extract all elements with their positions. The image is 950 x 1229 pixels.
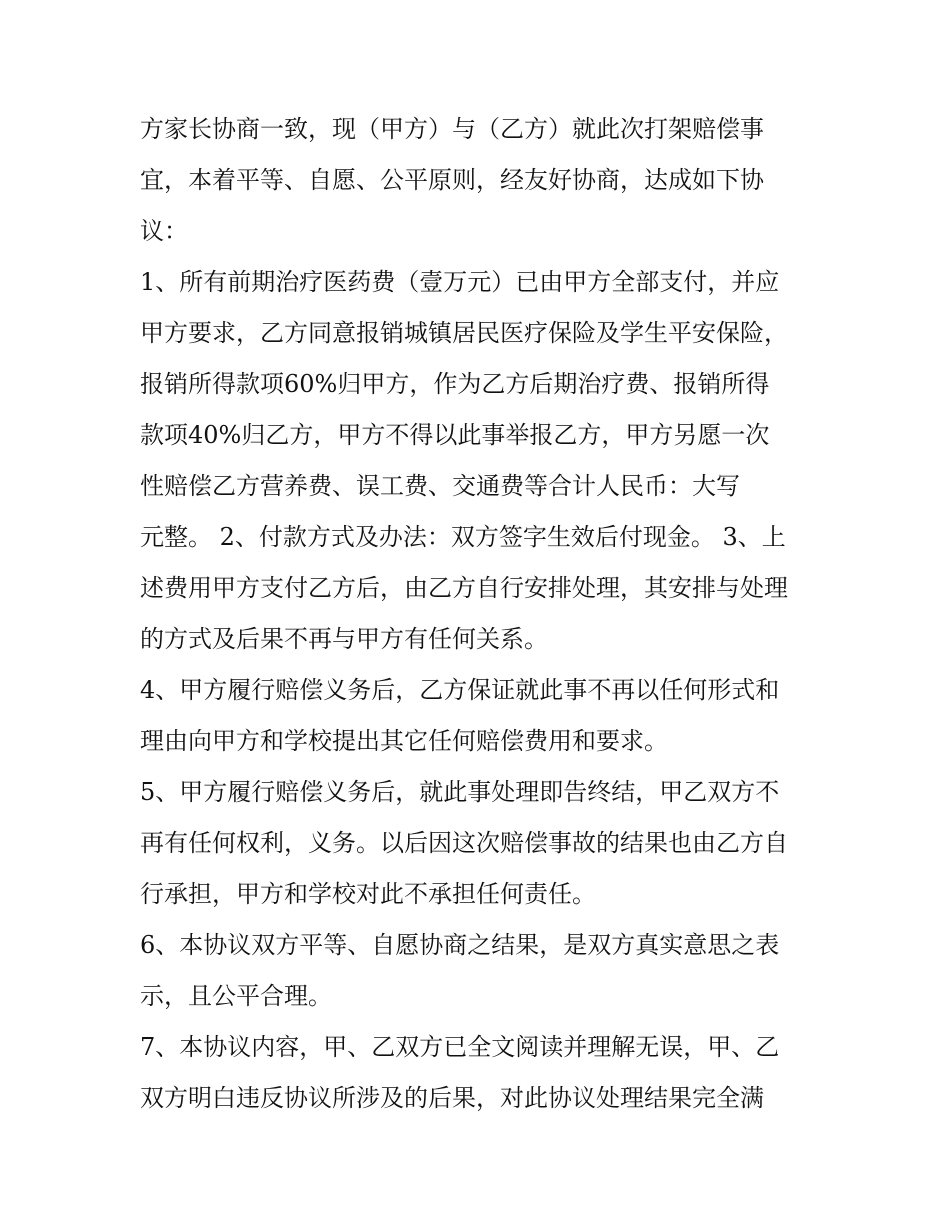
text-line: 元整。 2、付款方式及办法：双方签字生效后付现金。 3、上	[140, 523, 786, 551]
text-line: 再有任何权利，义务。以后因这次赔偿事故的结果也由乙方自	[140, 829, 788, 857]
text-line: 行承担，甲方和学校对此不承担任何责任。	[140, 880, 596, 908]
text-line: 5、甲方履行赔偿义务后，就此事处理即告终结，甲乙双方不	[140, 778, 780, 806]
text-line: 性赔偿乙方营养费、误工费、交通费等合计人民币：大写	[140, 472, 740, 500]
text-line: 款项40%归乙方，甲方不得以此事举报乙方，甲方另愿一次	[140, 421, 770, 449]
text-line: 7、本协议内容，甲、乙双方已全文阅读并理解无误，甲、乙	[140, 1033, 780, 1061]
text-line: 报销所得款项60%归甲方，作为乙方后期治疗费、报销所得	[140, 370, 770, 398]
text-line: 6、本协议双方平等、自愿协商之结果，是双方真实意思之表	[140, 931, 780, 959]
text-line: 方家长协商一致，现（甲方）与（乙方）就此次打架赔偿事	[140, 115, 764, 143]
text-line: 示，且公平合理。	[140, 982, 332, 1010]
text-line: 1、所有前期治疗医药费（壹万元）已由甲方全部支付，并应	[140, 268, 780, 296]
text-line: 甲方要求，乙方同意报销城镇居民医疗保险及学生平安保险，	[140, 319, 788, 347]
text-line: 的方式及后果不再与甲方有任何关系。	[140, 625, 548, 653]
agreement-body-text	[140, 104, 830, 1124]
text-line: 理由向甲方和学校提出其它任何赔偿费用和要求。	[140, 727, 668, 755]
text-line: 双方明白违反协议所涉及的后果，对此协议处理结果完全满	[140, 1084, 764, 1112]
text-line: 4、甲方履行赔偿义务后，乙方保证就此事不再以任何形式和	[140, 676, 780, 704]
text-line: 宜，本着平等、自愿、公平原则，经友好协商，达成如下协	[140, 166, 764, 194]
text-line: 议：	[140, 217, 188, 245]
text-line: 述费用甲方支付乙方后，由乙方自行安排处理，其安排与处理	[140, 574, 788, 602]
